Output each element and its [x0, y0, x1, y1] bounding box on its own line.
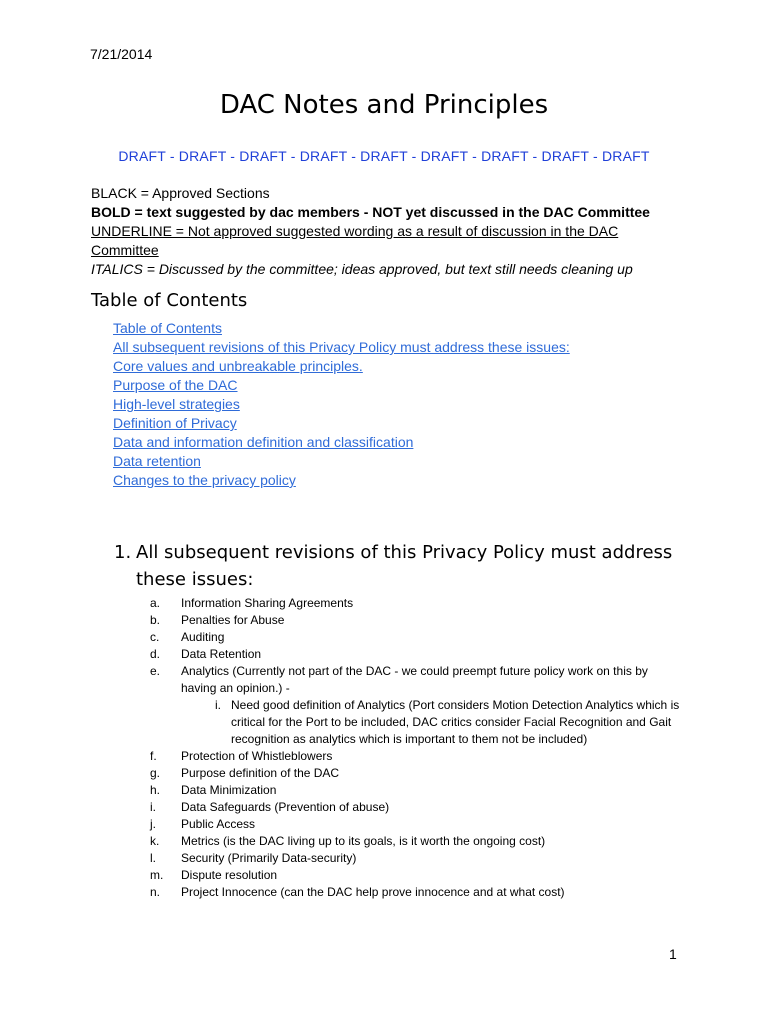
list-text: Dispute resolution: [181, 868, 278, 882]
list-marker: l.: [150, 851, 156, 865]
sub-list-marker: i.: [215, 698, 221, 712]
toc-item: [113, 452, 570, 471]
list-text: Data Retention: [181, 647, 262, 661]
legend-underline: UNDERLINE = Not approved suggested wording as a result of discussion in the DAC Committee: [91, 223, 619, 258]
toc-link-core-values[interactable]: Core values and unbreakable principles.: [113, 358, 363, 374]
toc-item: [113, 357, 570, 376]
list-text: Penalties for Abuse: [181, 613, 285, 627]
legend: [91, 184, 661, 279]
toc-item: [113, 395, 570, 414]
list-text: Public Access: [181, 817, 256, 831]
toc-link-strategies[interactable]: High-level strategies: [113, 396, 240, 412]
toc-link-changes[interactable]: Changes to the privacy policy: [113, 472, 296, 488]
toc-item: [113, 319, 570, 338]
list-marker: d.: [150, 647, 161, 661]
list-text: Purpose definition of the DAC: [181, 766, 340, 780]
list-item: [150, 782, 680, 799]
toc-link-privacy[interactable]: Definition of Privacy: [113, 415, 237, 431]
list-text: Data Safeguards (Prevention of abuse): [181, 800, 390, 814]
toc-list: [113, 319, 570, 490]
list-text: Auditing: [181, 630, 225, 644]
section-heading-line1: [114, 539, 684, 566]
list-text: Metrics (is the DAC living up to its goals, is it worth the ongoing cost): [181, 834, 546, 848]
list-text: Analytics (Currently not part of the DAC - we could preempt future policy work on this by having an opinion.) -: [181, 664, 648, 695]
list-item: [150, 884, 680, 901]
sub-list-text: Need good definition of Analytics (Port considers Motion Detection Analytics which is critical for the Port to be included, DAC critics consider Facial Recognition and Gait recognition as analytics which is important to them not be included): [231, 698, 680, 746]
list-item: [150, 629, 680, 646]
list-item: [150, 799, 680, 816]
list-marker: h.: [150, 783, 161, 797]
list-text: Data Minimization: [181, 783, 277, 797]
list-item: [150, 748, 680, 765]
toc-link-table-of-contents[interactable]: Table of Contents: [113, 320, 222, 336]
toc-item: [113, 414, 570, 433]
list-marker: m.: [150, 868, 164, 882]
list-marker: i.: [150, 800, 156, 814]
toc-item: [113, 338, 570, 357]
list-item: [150, 595, 680, 612]
list-marker: b.: [150, 613, 161, 627]
toc-item: [113, 433, 570, 452]
list-item: [150, 663, 680, 748]
toc-link-subsequent-revisions[interactable]: All subsequent revisions of this Privacy Policy must address these issues:: [113, 339, 570, 355]
list-text: Security (Primarily Data-security): [181, 851, 357, 865]
list-marker: c.: [150, 630, 160, 644]
toc-heading: Table of Contents: [91, 290, 248, 311]
list-marker: k.: [150, 834, 160, 848]
section-heading-line2: these issues:: [136, 569, 254, 590]
toc-link-retention[interactable]: Data retention: [113, 453, 201, 469]
list-marker: g.: [150, 766, 161, 780]
section-number: 1.: [114, 542, 132, 563]
toc-item: [113, 471, 570, 490]
issues-list: [150, 595, 680, 901]
list-item: [150, 833, 680, 850]
toc-link-classification[interactable]: Data and information definition and classification: [113, 434, 414, 450]
list-text: Project Innocence (can the DAC help prove innocence and at what cost): [181, 885, 565, 899]
page-title: DAC Notes and Principles: [219, 90, 549, 120]
toc-link-purpose[interactable]: Purpose of the DAC: [113, 377, 238, 393]
section-heading: [114, 539, 684, 593]
page-number: 1: [669, 946, 677, 962]
list-text: Information Sharing Agreements: [181, 596, 354, 610]
list-marker: e.: [150, 664, 161, 678]
sub-list: [181, 697, 680, 748]
list-item: [150, 816, 680, 833]
draft-banner: DRAFT - DRAFT - DRAFT - DRAFT - DRAFT - DRAFT - DRAFT - DRAFT - DRAFT: [118, 148, 650, 164]
sub-list-item: [181, 697, 680, 748]
section-heading-text: All subsequent revisions of this Privacy Policy must address: [136, 542, 673, 563]
list-marker: f.: [150, 749, 157, 763]
legend-italics: ITALICS = Discussed by the committee; ideas approved, but text still needs cleaning up: [91, 261, 633, 277]
list-marker: j.: [150, 817, 156, 831]
list-item: [150, 850, 680, 867]
toc-item: [113, 376, 570, 395]
legend-bold: BOLD = text suggested by dac members - NOT yet discussed in the DAC Committee: [91, 204, 650, 220]
list-item: [150, 612, 680, 629]
legend-black: BLACK = Approved Sections: [91, 185, 270, 201]
list-marker: n.: [150, 885, 161, 899]
list-marker: a.: [150, 596, 161, 610]
list-item: [150, 646, 680, 663]
list-item: [150, 867, 680, 884]
page-date: 7/21/2014: [90, 46, 153, 62]
list-text-block: [181, 663, 680, 748]
list-item: [150, 765, 680, 782]
list-text: Protection of Whistleblowers: [181, 749, 333, 763]
